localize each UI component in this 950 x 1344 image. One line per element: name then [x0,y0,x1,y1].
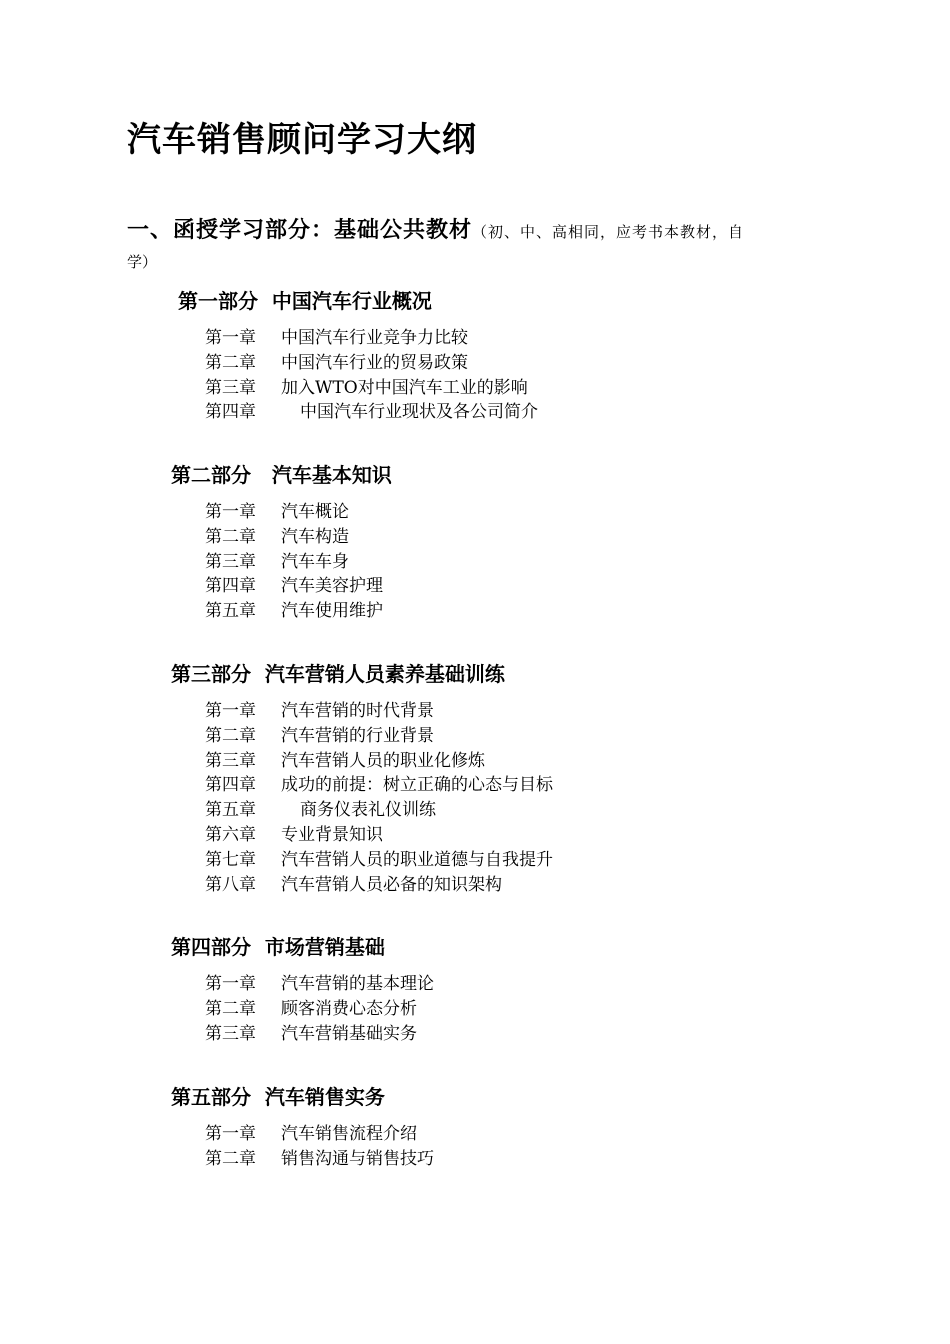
chapter-row [205,749,553,774]
chapter-number: 第二章 [205,352,256,373]
chapter-title: 顾客消费心态分析 [281,998,417,1019]
section-heading [127,212,827,250]
chapter-number: 第三章 [205,750,256,771]
chapter-number: 第三章 [205,551,256,572]
chapter-number: 第三章 [205,1023,256,1044]
chapter-row [205,997,434,1022]
chapter-number: 第一章 [205,502,256,522]
chapter-title: 成功的前提：树立正确的心态与目标 [281,775,553,796]
section-heading-text: 一、函授学习部分：基础公共教材 [127,217,473,243]
chapter-number: 第一章 [205,701,256,721]
chapter-number: 第一章 [205,974,256,994]
chapter-number: 第二章 [205,998,256,1019]
chapter-title: 汽车营销人员必备的知识架构 [281,874,502,895]
part-title: 第四部分 市场营销基础 [171,935,385,959]
chapter-title: 中国汽车行业竞争力比较 [281,328,468,348]
chapter-title: 汽车营销的基本理论 [281,974,434,994]
part-title: 第五部分 汽车销售实务 [171,1085,385,1109]
chapter-title: 汽车销售流程介绍 [281,1124,417,1144]
chapter-title: 加入WTO对中国汽车工业的影响 [281,377,528,398]
chapter-number: 第二章 [205,725,256,746]
chapter-title: 汽车构造 [281,526,349,547]
part-title: 第二部分 汽车基本知识 [171,463,392,487]
chapter-number: 第四章 [205,402,256,423]
chapter-title: 专业背景知识 [281,824,383,845]
chapter-title: 汽车营销的行业背景 [281,725,434,746]
chapter-title: 汽车使用维护 [281,601,383,622]
part-4 [171,932,434,1046]
chapter-row [205,798,553,823]
chapter-row [205,574,392,599]
chapter-title: 汽车营销人员的职业道德与自我提升 [281,849,553,870]
part-title: 第三部分 汽车营销人员素养基础训练 [171,662,505,686]
chapter-number: 第一章 [205,328,256,348]
chapter-row [205,972,434,997]
chapter-row [205,773,553,798]
chapter-row [205,525,392,550]
section-note: （初、中、高相同，应考书本教材，自 [472,223,745,241]
chapter-title: 汽车美容护理 [281,576,383,597]
chapter-row [205,500,392,525]
chapter-title: 汽车营销的时代背景 [281,701,434,721]
chapter-row [205,326,538,351]
chapter-title: 汽车概论 [281,502,349,522]
part-2 [171,460,392,624]
chapter-row [205,400,538,425]
chapter-number: 第七章 [205,849,256,870]
chapter-number: 第二章 [205,1148,256,1169]
chapter-number: 第六章 [205,824,256,845]
chapter-row [205,873,553,898]
chapter-number: 第五章 [205,800,256,821]
section-note-continued: 学） [127,253,158,271]
chapter-row [205,724,553,749]
chapter-number: 第四章 [205,576,256,597]
chapter-row [205,823,553,848]
chapter-row [205,699,553,724]
chapter-row [205,848,553,873]
chapter-row [205,550,392,575]
chapter-number: 第二章 [205,526,256,547]
chapter-number: 第五章 [205,601,256,622]
document-title: 汽车销售顾问学习大纲 [127,120,477,160]
chapter-number: 第一章 [205,1124,256,1144]
chapter-number: 第三章 [205,377,256,398]
chapter-title: 汽车车身 [281,551,349,572]
chapter-row [205,376,538,401]
chapter-title: 中国汽车行业的贸易政策 [281,352,468,373]
chapter-title: 销售沟通与销售技巧 [281,1148,434,1169]
chapter-title: 汽车营销人员的职业化修炼 [281,750,485,771]
chapter-row [205,351,538,376]
part-3 [171,659,553,897]
chapter-number: 第八章 [205,874,256,895]
part-title: 第一部分 中国汽车行业概况 [178,289,432,313]
part-5 [171,1082,434,1172]
part-1 [178,286,538,425]
chapter-row [205,1147,434,1172]
chapter-title: 商务仪表礼仪训练 [300,800,436,821]
chapter-row [205,1022,434,1047]
chapter-row [205,1122,434,1147]
chapter-row [205,599,392,624]
chapter-title: 汽车营销基础实务 [281,1023,417,1044]
chapter-title: 中国汽车行业现状及各公司简介 [300,402,538,423]
chapter-number: 第四章 [205,775,256,796]
